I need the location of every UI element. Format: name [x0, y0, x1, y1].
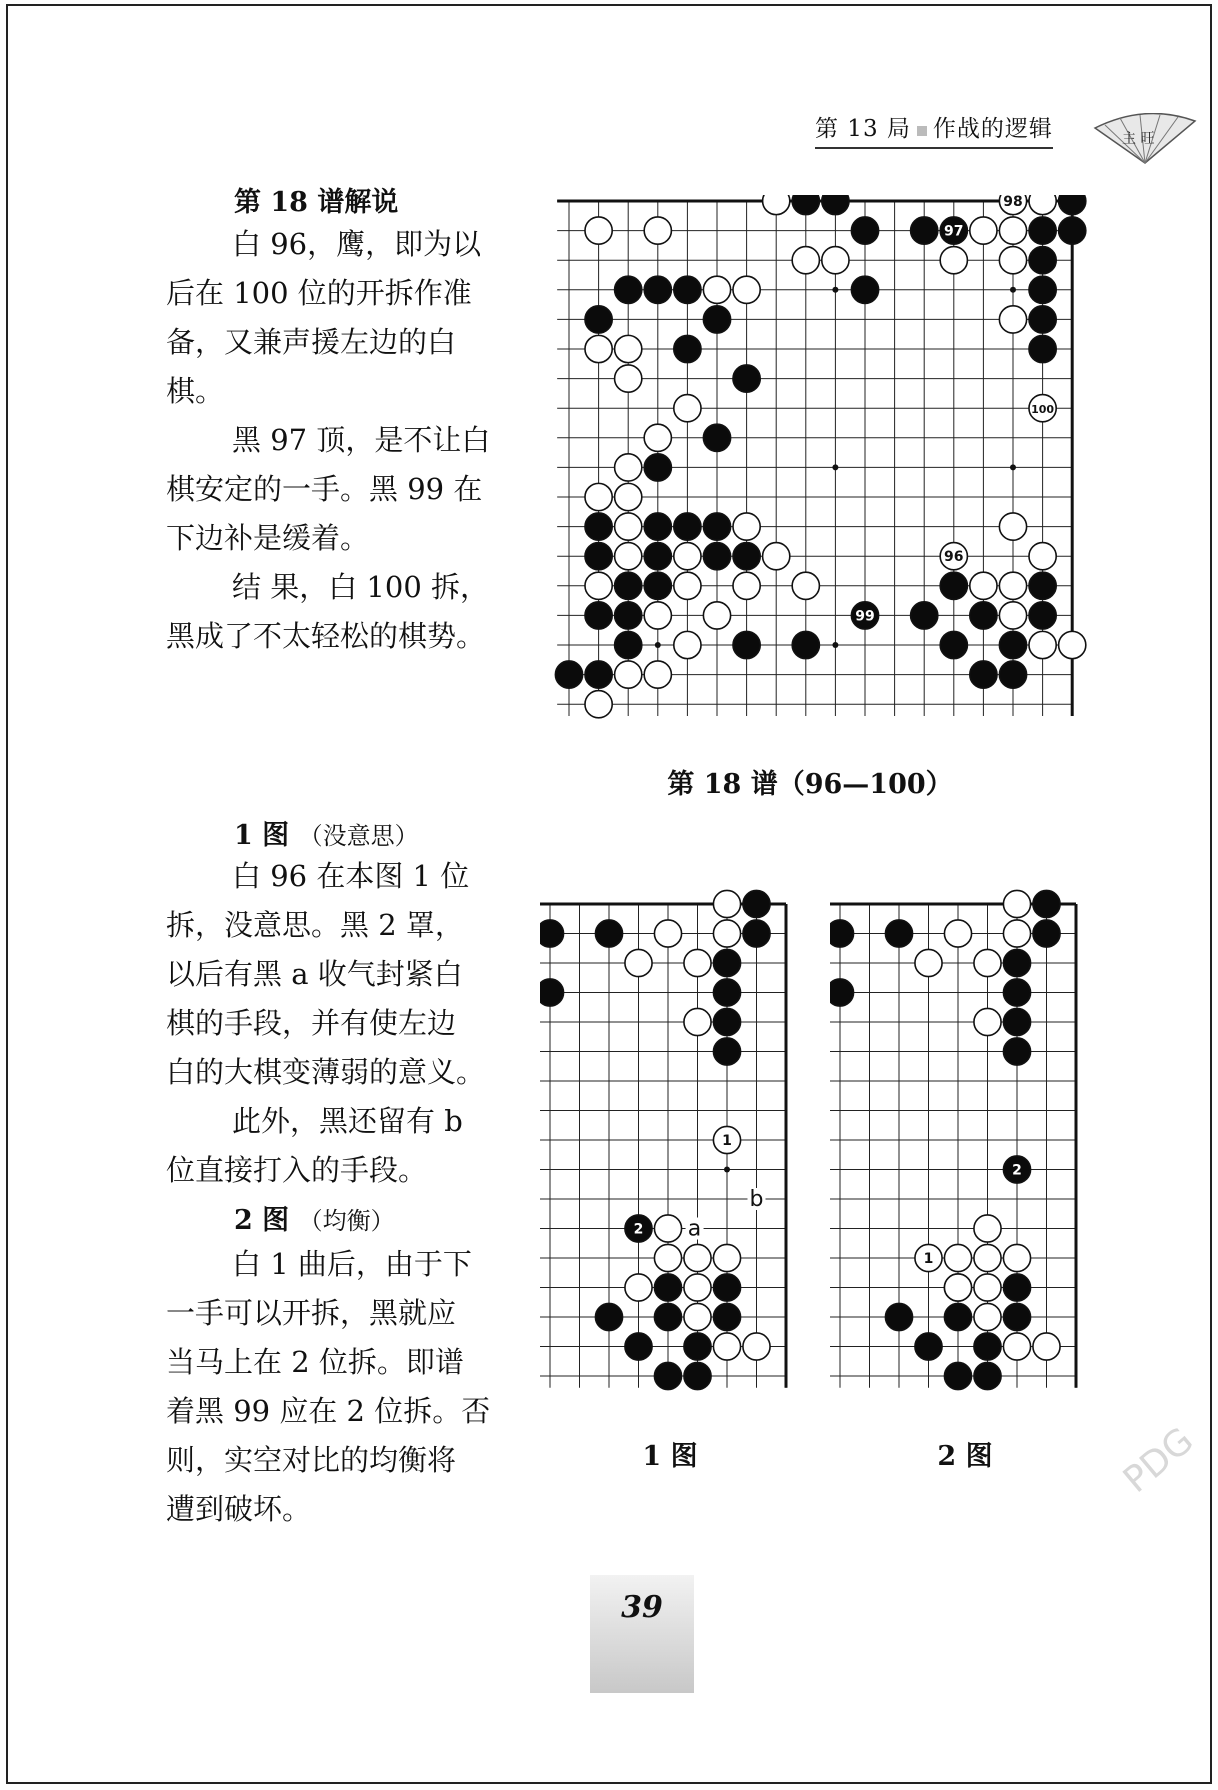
svg-text:主 旺: 主 旺 — [1122, 131, 1155, 147]
black-stone — [1029, 572, 1056, 599]
black-stone — [970, 661, 997, 688]
white-stone — [713, 1333, 740, 1360]
black-stone — [615, 276, 642, 303]
white-stone — [615, 365, 642, 392]
white-stone — [763, 195, 790, 215]
white-stone — [944, 1244, 971, 1271]
black-stone — [585, 306, 612, 333]
black-stone — [822, 195, 849, 215]
text-line: 此外，黑还留有 b — [232, 1104, 463, 1138]
text-line: 黑成了不太轻松的棋势。 — [166, 619, 486, 653]
black-stone — [713, 1008, 740, 1035]
black-stone — [970, 602, 997, 629]
text-line: 遭到破坏。 — [166, 1492, 312, 1526]
black-stone — [644, 513, 671, 540]
black-stone — [999, 661, 1026, 688]
white-stone — [1003, 1244, 1030, 1271]
black-stone — [944, 1303, 971, 1330]
black-stone — [585, 602, 612, 629]
text-line: 棋。 — [166, 374, 225, 408]
white-stone — [970, 217, 997, 244]
black-stone — [713, 979, 740, 1006]
white-stone — [703, 602, 730, 629]
white-stone — [713, 1244, 740, 1271]
white-stone — [944, 920, 971, 947]
black-stone — [540, 979, 564, 1006]
text-line: 位直接打入的手段。 — [166, 1153, 428, 1187]
fan-ornament-icon — [1090, 113, 1200, 168]
fig1-heading-label: 1 图 — [234, 820, 290, 851]
fig2-heading-label: 2 图 — [234, 1205, 290, 1236]
white-stone — [615, 335, 642, 362]
star-point — [655, 642, 661, 648]
black-stone — [713, 1038, 740, 1065]
text-line: 后在 100 位的开拆作准 — [166, 276, 472, 310]
black-stone — [654, 1303, 681, 1330]
black-stone — [674, 276, 701, 303]
black-stone — [595, 920, 622, 947]
text-line: 白 1 曲后，由于下 — [232, 1247, 472, 1281]
commentary-18 — [166, 220, 526, 661]
star-point — [832, 642, 838, 648]
white-stone — [1033, 1333, 1060, 1360]
white-stone — [713, 890, 740, 917]
white-stone — [654, 1215, 681, 1242]
white-stone — [684, 1244, 711, 1271]
black-stone — [974, 1333, 1001, 1360]
go-board-figure-2 — [830, 868, 1120, 1418]
black-stone — [703, 306, 730, 333]
black-stone — [911, 217, 938, 244]
white-stone — [999, 602, 1026, 629]
white-stone — [999, 247, 1026, 274]
white-stone — [684, 1008, 711, 1035]
black-stone — [1003, 1038, 1030, 1065]
black-stone — [585, 661, 612, 688]
black-stone — [615, 631, 642, 658]
black-stone — [733, 631, 760, 658]
white-stone — [974, 1008, 1001, 1035]
text-line: 则，实空对比的均衡将 — [166, 1443, 457, 1477]
white-stone — [585, 483, 612, 510]
stone-number: 1 — [722, 1133, 732, 1149]
caption-figure-1: 1 图 — [642, 1441, 698, 1472]
text-line: 着黑 99 应在 2 位拆。否 — [166, 1394, 491, 1428]
black-stone — [851, 602, 878, 629]
fig2-heading-note: （均衡） — [298, 1207, 395, 1235]
white-stone — [999, 217, 1026, 244]
white-stone — [625, 1274, 652, 1301]
white-stone — [674, 395, 701, 422]
section-heading-18: 第 18 谱解说 — [234, 187, 399, 218]
black-stone — [713, 1274, 740, 1301]
black-stone — [974, 1362, 1001, 1389]
page-number: 39 — [621, 1590, 663, 1625]
white-stone — [713, 1126, 740, 1153]
black-stone — [684, 1333, 711, 1360]
stone-number: 98 — [1003, 195, 1023, 210]
black-stone — [674, 513, 701, 540]
black-stone — [703, 424, 730, 451]
black-stone — [703, 543, 730, 570]
black-stone — [999, 631, 1026, 658]
white-stone — [713, 920, 740, 947]
white-stone — [1029, 631, 1056, 658]
white-stone — [625, 949, 652, 976]
text-line: 一手可以开拆，黑就应 — [166, 1296, 457, 1330]
white-stone — [615, 661, 642, 688]
text-line: 下边补是缓着。 — [166, 521, 370, 555]
text-line: 以后有黑 a 收气封紧白 — [166, 957, 463, 991]
black-stone — [885, 1303, 912, 1330]
black-stone — [1003, 979, 1030, 1006]
black-stone — [1033, 920, 1060, 947]
black-stone — [1029, 602, 1056, 629]
white-stone — [763, 543, 790, 570]
white-stone — [1003, 890, 1030, 917]
black-stone — [940, 572, 967, 599]
black-stone — [743, 890, 770, 917]
black-stone — [915, 1333, 942, 1360]
black-stone — [644, 543, 671, 570]
white-stone — [792, 247, 819, 274]
black-stone — [851, 217, 878, 244]
black-stone — [615, 572, 642, 599]
text-line: 当马上在 2 位拆。即谱 — [166, 1345, 464, 1379]
white-stone — [585, 691, 612, 718]
black-stone — [1003, 949, 1030, 976]
star-point — [724, 1167, 730, 1173]
black-stone — [644, 454, 671, 481]
white-stone — [999, 306, 1026, 333]
white-stone — [615, 513, 642, 540]
white-stone — [615, 454, 642, 481]
black-stone — [743, 920, 770, 947]
white-stone — [644, 217, 671, 244]
black-stone — [851, 276, 878, 303]
black-stone — [1059, 195, 1086, 215]
text-line: 棋安定的一手。黑 99 在 — [166, 472, 483, 506]
white-stone — [733, 572, 760, 599]
black-stone — [674, 335, 701, 362]
black-stone — [625, 1215, 652, 1242]
board-mark-label: a — [687, 1216, 702, 1242]
white-stone — [674, 631, 701, 658]
white-stone — [585, 217, 612, 244]
white-stone — [733, 513, 760, 540]
header-game-number: 第 13 局 — [815, 116, 911, 142]
header-title: 作战的逻辑 — [932, 116, 1053, 142]
white-stone — [974, 1274, 1001, 1301]
stone-number: 100 — [1031, 403, 1055, 417]
black-stone — [644, 276, 671, 303]
stone-number: 96 — [944, 549, 964, 566]
white-stone — [974, 949, 1001, 976]
black-stone — [1029, 335, 1056, 362]
white-stone — [684, 1274, 711, 1301]
black-stone — [585, 513, 612, 540]
white-stone — [674, 572, 701, 599]
fig1-heading-note: （没意思） — [298, 822, 419, 850]
black-stone — [940, 217, 967, 244]
star-point — [1010, 287, 1016, 293]
white-stone — [915, 949, 942, 976]
white-stone — [654, 1244, 681, 1271]
black-stone — [1029, 276, 1056, 303]
black-stone — [713, 949, 740, 976]
text-line: 白 96，鹰，即为以 — [232, 227, 482, 261]
go-board-main — [540, 195, 1115, 755]
black-stone — [1029, 247, 1056, 274]
black-stone — [555, 661, 582, 688]
black-stone — [654, 1362, 681, 1389]
white-stone — [1029, 395, 1056, 422]
star-point — [832, 464, 838, 470]
text-line: 备，又兼声援左边的白 — [166, 325, 457, 359]
star-point — [1010, 464, 1016, 470]
text-line: 棋的手段，并有使左边 — [166, 1006, 457, 1040]
white-stone — [1029, 543, 1056, 570]
white-stone — [974, 1215, 1001, 1242]
text-line: 结 果，白 100 拆， — [232, 570, 490, 604]
black-stone — [1033, 890, 1060, 917]
white-stone — [999, 513, 1026, 540]
black-stone — [1003, 1303, 1030, 1330]
commentary-fig1 — [166, 852, 526, 1195]
black-stone — [644, 572, 671, 599]
text-line: 拆，没意思。黑 2 罩， — [166, 908, 464, 942]
black-stone — [830, 920, 854, 947]
text-line: 白的大棋变薄弱的意义。 — [166, 1055, 486, 1089]
black-stone — [733, 543, 760, 570]
section-heading-fig2 — [234, 1198, 395, 1237]
caption-main: 第 18 谱（96—100） — [667, 769, 953, 800]
black-stone — [1029, 217, 1056, 244]
stone-number: 1 — [923, 1251, 934, 1267]
header-separator — [917, 126, 927, 136]
white-stone — [999, 572, 1026, 599]
black-stone — [625, 1333, 652, 1360]
black-stone — [830, 979, 854, 1006]
black-stone — [654, 1274, 681, 1301]
white-stone — [1029, 195, 1056, 215]
black-stone — [1003, 1156, 1030, 1183]
go-board-figure-1 — [540, 868, 830, 1418]
stone-number: 99 — [855, 608, 875, 625]
running-header — [815, 110, 1053, 149]
black-stone — [615, 602, 642, 629]
stone-number: 2 — [633, 1221, 644, 1238]
caption-figure-2: 2 图 — [937, 1441, 993, 1472]
white-stone — [703, 276, 730, 303]
black-stone — [940, 631, 967, 658]
white-stone — [743, 1333, 770, 1360]
white-stone — [792, 572, 819, 599]
commentary-fig2 — [166, 1240, 526, 1534]
white-stone — [915, 1244, 942, 1271]
black-stone — [585, 543, 612, 570]
white-stone — [733, 276, 760, 303]
black-stone — [733, 365, 760, 392]
white-stone — [674, 543, 701, 570]
black-stone — [944, 1362, 971, 1389]
stone-number: 97 — [944, 223, 964, 240]
white-stone — [585, 572, 612, 599]
black-stone — [595, 1303, 622, 1330]
black-stone — [792, 631, 819, 658]
black-stone — [1003, 1274, 1030, 1301]
white-stone — [970, 572, 997, 599]
black-stone — [540, 920, 564, 947]
white-stone — [944, 1274, 971, 1301]
white-stone — [1003, 1333, 1030, 1360]
white-stone — [940, 247, 967, 274]
white-stone — [822, 247, 849, 274]
black-stone — [885, 920, 912, 947]
black-stone — [1003, 1008, 1030, 1035]
white-stone — [654, 920, 681, 947]
watermark-text: PDG — [1115, 1419, 1202, 1502]
text-line: 白 96 在本图 1 位 — [232, 859, 470, 893]
black-stone — [713, 1303, 740, 1330]
stone-number: 2 — [1012, 1162, 1022, 1179]
white-stone — [684, 949, 711, 976]
white-stone — [974, 1303, 1001, 1330]
white-stone — [684, 1303, 711, 1330]
text-line: 黑 97 顶，是不让白 — [232, 423, 491, 457]
black-stone — [1029, 306, 1056, 333]
black-stone — [1059, 217, 1086, 244]
white-stone — [615, 483, 642, 510]
white-stone — [999, 195, 1026, 215]
black-stone — [684, 1362, 711, 1389]
white-stone — [974, 1244, 1001, 1271]
black-stone — [792, 195, 819, 215]
black-stone — [911, 602, 938, 629]
white-stone — [615, 543, 642, 570]
board-mark-label: b — [749, 1187, 764, 1212]
white-stone — [644, 424, 671, 451]
white-stone — [644, 661, 671, 688]
white-stone — [1059, 631, 1086, 658]
white-stone — [1003, 920, 1030, 947]
white-stone — [585, 335, 612, 362]
black-stone — [703, 513, 730, 540]
section-heading-fig1 — [234, 813, 419, 852]
white-stone — [940, 543, 967, 570]
star-point — [832, 287, 838, 293]
white-stone — [644, 602, 671, 629]
